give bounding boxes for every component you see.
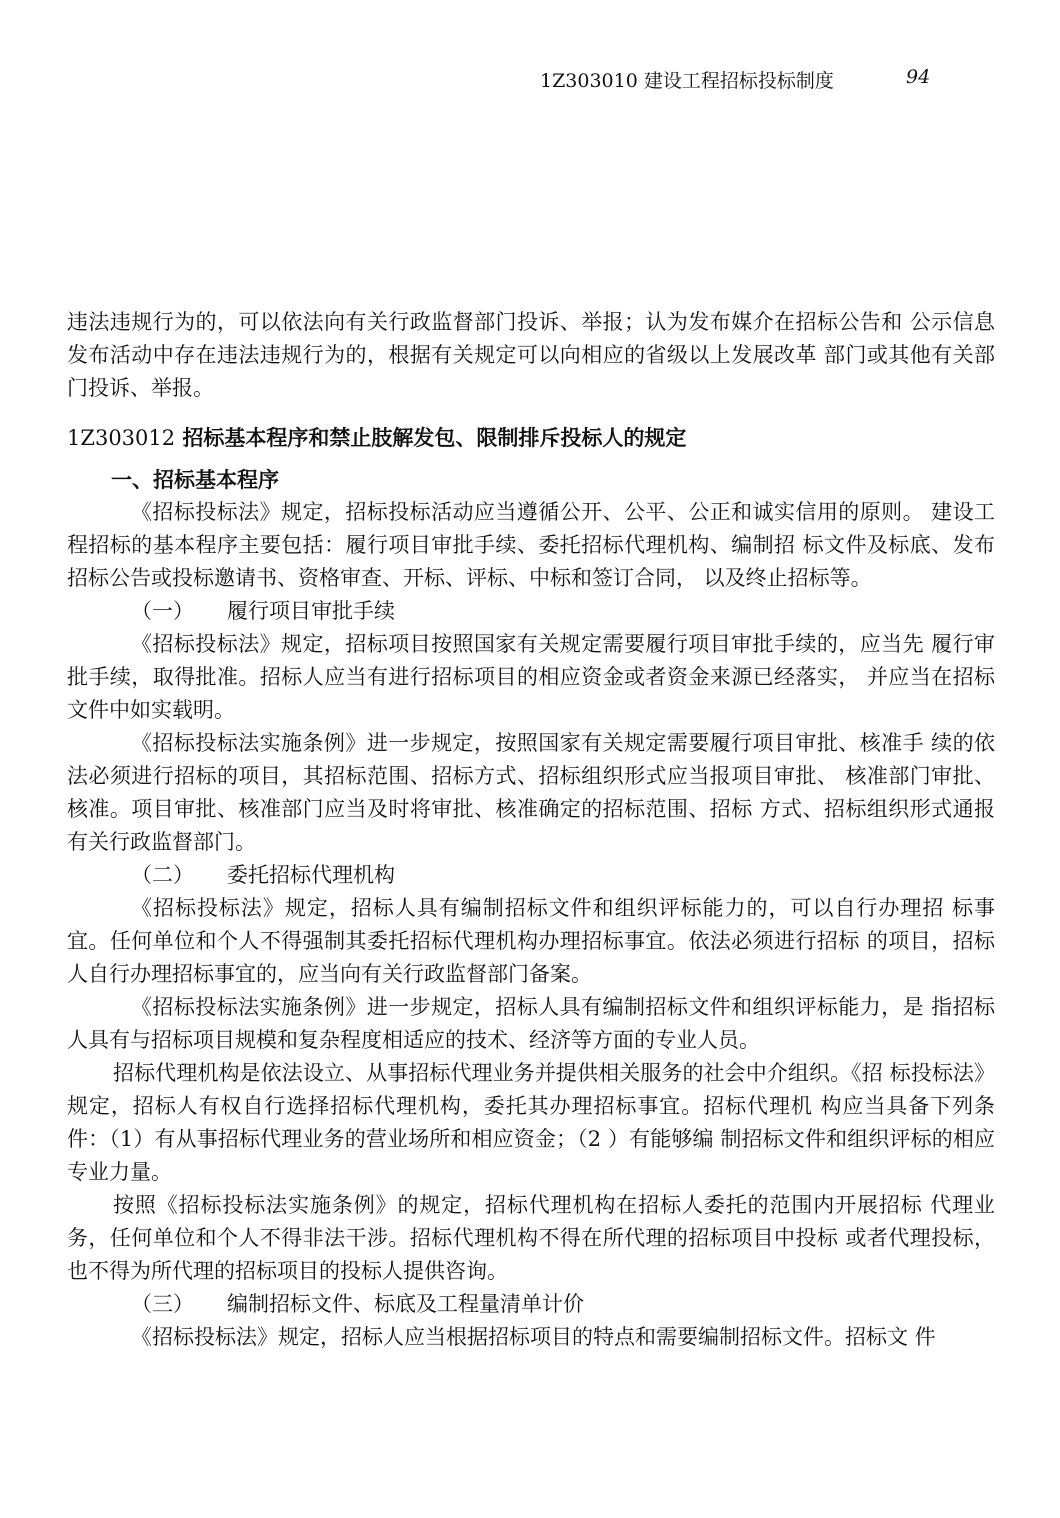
subheading-number: （三）: [131, 1292, 194, 1316]
paragraph: 《招标投标法》规定，招标人应当根据招标项目的特点和需要编制招标文件。招标文 件: [131, 1325, 936, 1349]
page-body: [67, 306, 995, 1354]
paragraph: 违法违规行为的，可以依法向有关行政监督部门投诉、举报；认为发布媒介在招标公告和 公示信息发布活动中存在违法违规行为的，根据有关规定可以向相应的省级以上发展改革 部门或其他有关部门投诉、举报。: [67, 310, 995, 400]
subheading-title: 委托招标代理机构: [227, 863, 395, 887]
paragraph: 《招标投标法》规定，招标人具有编制招标文件和组织评标能力的，可以自行办理招 标事宜。任何单位和个人不得强制其委托招标代理机构办理招标事宜。依法必须进行招标 的项目，招标人自行办理招标事宜的，应当向有关行政监督部门备案。: [67, 896, 995, 986]
section-code: 1Z303012: [67, 426, 176, 450]
subheading: [67, 1288, 995, 1321]
paragraph: 《招标投标法实施条例》进一步规定，招标人具有编制招标文件和组织评标能力，是 指招标人具有与招标项目规模和复杂程度相适应的技术、经济等方面的专业人员。: [67, 995, 995, 1052]
paragraph: 《招标投标法》规定，招标投标活动应当遵循公开、公平、公正和诚实信用的原则。 建设工程招标的基本程序主要包括：履行项目审批手续、委托招标代理机构、编制招 标文件及标底、发布招标公告或投标邀请书、资格审查、开标、评标、中标和签订合同， 以及终止招标等。: [67, 500, 995, 590]
paragraph: 《招标投标法实施条例》进一步规定，按照国家有关规定需要履行项目审批、核准手 续的依法必须进行招标的项目，其招标范围、招标方式、招标组织形式应当报项目审批、 核准部门审批、核准。项目审批、核准部门应当及时将审批、核准确定的招标范围、招标 方式、招标组织形式通报有关行政监督部门。: [67, 731, 995, 854]
subheading-title: 履行项目审批手续: [227, 599, 395, 623]
subheading-number: （二）: [131, 863, 194, 887]
section-heading: [67, 421, 995, 455]
paragraph: 招标代理机构是依法设立、从事招标代理业务并提供相关服务的社会中介组织。《招 标投标法》规定，招标人有权自行选择招标代理机构，委托其办理招标事宜。招标代理机 构应当具备下列条件：（1）有从事招标代理业务的营业场所和相应资金；（2 ）有能够编 制招标文件和组织评标的相应专业力量。: [67, 1061, 995, 1184]
paragraph: 《招标投标法》规定，招标项目按照国家有关规定需要履行项目审批手续的，应当先 履行审批手续，取得批准。招标人应当有进行招标项目的相应资金或者资金来源已经落实， 并应当在招标文件中如实载明。: [67, 632, 995, 722]
section-title: 招标基本程序和禁止肢解发包、限制排斥投标人的规定: [182, 425, 687, 450]
running-header: [540, 66, 931, 93]
page-number: 94: [906, 66, 931, 88]
subheading-number: （一）: [131, 599, 194, 623]
subheading: [67, 595, 995, 628]
subheading-title: 编制招标文件、标底及工程量清单计价: [227, 1292, 584, 1316]
heading-level1: 一、招标基本程序: [111, 467, 279, 492]
header-title: 1Z303010 建设工程招标投标制度: [540, 70, 834, 92]
paragraph: 按照《招标投标法实施条例》的规定，招标代理机构在招标人委托的范围内开展招标 代理业务，任何单位和个人不得非法干涉。招标代理机构不得在所代理的招标项目中投标 或者代理投标，也不得为所代理的招标项目的投标人提供咨询。: [67, 1193, 995, 1283]
subheading: [67, 859, 995, 892]
